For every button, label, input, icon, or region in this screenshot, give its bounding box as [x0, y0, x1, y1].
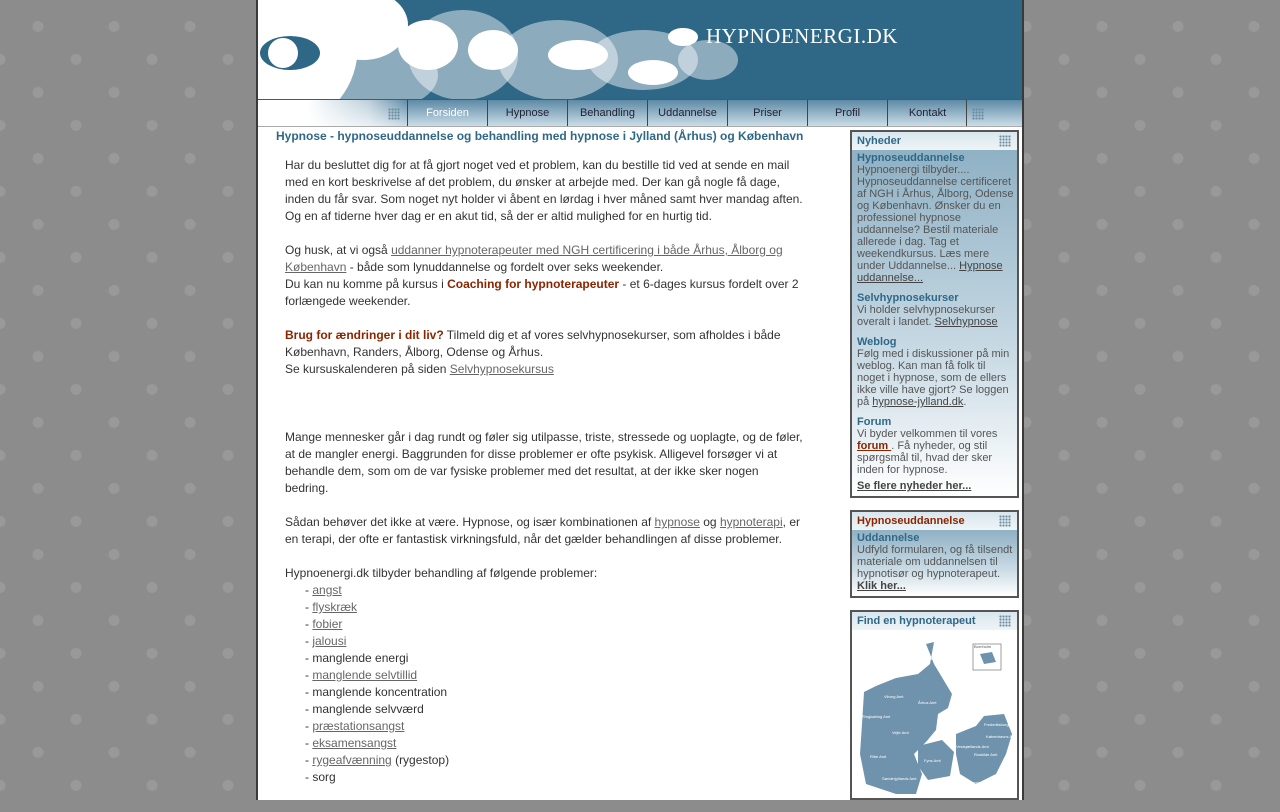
change-highlight: Brug for ændringer i dit liv? [285, 328, 444, 342]
education-text: Udfyld formularen, og få tilsendt materiale om uddannelsen til hypnotisør og hypnoterapeut. [857, 544, 1013, 580]
map-region-label: Viborg Amt [884, 694, 904, 699]
nav-priser[interactable]: Priser [727, 100, 807, 126]
problem-item: - præstationsangst [305, 719, 405, 733]
denmark-map[interactable] [856, 634, 1016, 794]
grip-dots-icon [972, 108, 984, 120]
news-item-link[interactable]: Hypnose uddannelse... [857, 260, 1003, 284]
map-region-label: Frederiksborg Amt [984, 722, 1016, 727]
main-content [285, 157, 805, 786]
main-nav [258, 99, 1022, 127]
map-region-label: Sønderjyllands Amt [882, 776, 917, 781]
map-region-label: Vestsjællands Amt [956, 744, 989, 749]
news-item-text: Hypnoenergi tilbyder.... Hypnoseuddannelse certificeret af NGH i Århus, Ålborg, Odense og København. Ønsker du en professionel hypnose uddannelse? Bestil materiale allerede i dag. Tag et weekendkursus. Læs mere under Uddannelse... Hypnose uddannelse... [857, 164, 1014, 284]
map-region-label: Nordjyllands Amt [916, 656, 947, 661]
map-region-label: Bornholm [974, 644, 992, 649]
news-item-text: Følg med i diskussioner på min weblog. Kan man få folk til noget i hypnose, som de ellers ikke ville have gjort? Se loggen på hypnose-jylland.dk. [857, 348, 1010, 408]
map-region-label: Fyns Amt [924, 758, 941, 763]
click-here-link[interactable]: Klik her... [857, 580, 906, 592]
problem-item: - manglende koncentration [305, 685, 448, 699]
education-subtitle: Uddannelse [857, 532, 920, 544]
news-item-link[interactable]: Selvhypnose [934, 316, 998, 328]
nav-uddannelse[interactable]: Uddannelse [647, 100, 727, 126]
news-item-text: Vi holder selvhypnosekurser overalt i landet. Selvhypnose [857, 304, 998, 328]
find-therapist-title: Find en hypnoterapeut [857, 615, 976, 627]
header-banner [258, 0, 1022, 100]
coaching-paragraph: Du kan nu komme på kursus i Coaching for hypnoterapeuter - et 6-dages kursus fordelt over 2 forlængede weekender. [285, 277, 799, 308]
problem-link[interactable]: præstationsangst [312, 719, 405, 733]
problem-text: manglende koncentration [312, 685, 448, 699]
problem-link[interactable]: fobier [312, 617, 343, 631]
news-item-text: Vi byder velkommen til vores forum . Få nyheder, og stil spørgsmål til, hvad der sker inden for hypnose. [857, 428, 998, 476]
therapy-paragraph: Sådan behøver det ikke at være. Hypnose, og især kombinationen af hypnose og hypnoterapi, er en terapi, der ofte er fantastisk virkningsfuld, når det gælder behandlingen af disse problemer. [285, 515, 800, 546]
problem-item: - flyskræk [305, 600, 358, 614]
map-region-label: Ringkøbing Amt [862, 714, 891, 719]
map-region-label: Århus Amt [918, 700, 937, 705]
problem-link[interactable]: flyskræk [312, 600, 358, 614]
map-region-label: Vejle Amt [892, 730, 909, 735]
hypnoterapi-link[interactable]: hypnoterapi [719, 515, 783, 529]
grip-dots-icon [999, 615, 1011, 627]
problem-text: manglende selvværd [312, 702, 424, 716]
problem-text: sorg [312, 770, 336, 784]
nav-hypnose[interactable]: Hypnose [487, 100, 567, 126]
weblog-link[interactable]: hypnose-jylland.dk [872, 396, 964, 408]
nav-forsiden[interactable]: Forsiden [407, 100, 487, 126]
map-bornholm[interactable] [980, 652, 996, 664]
map-region-label: Storstrøms Amt [968, 780, 996, 785]
news-box-title: Nyheder [857, 135, 902, 147]
education-paragraph: Og husk, at vi også uddanner hypnoterapeuter med NGH certificering i både Århus, Ålborg og København - både som lynuddannelse og fordelt over seks weekender. [285, 243, 783, 274]
problem-list [285, 582, 805, 786]
map-region-label: Københavns Amt [986, 734, 1016, 739]
akut-paragraph: Og en af tiderne hver dag er en akut tid, så der er altid mulighed for en hurtig tid. [285, 209, 712, 223]
problem-item: - sorg [305, 770, 336, 784]
hypnose-link[interactable]: hypnose [654, 515, 700, 529]
map-region-label: Roskilde Amt [974, 752, 998, 757]
coaching-highlight: Coaching for hypnoterapeuter [447, 277, 620, 291]
grip-dots-icon [999, 135, 1011, 147]
problem-item: - jalousi [305, 634, 347, 648]
news-item-title: Selvhypnosekurser [857, 292, 959, 304]
news-item-title: Forum [857, 416, 892, 428]
education-link[interactable]: uddanner hypnoterapeuter med NGH certificering i både Århus, Ålborg og København [285, 243, 783, 274]
grip-dots-icon [388, 108, 400, 120]
problem-text: manglende energi [312, 651, 409, 665]
news-item-title: Hypnoseuddannelse [857, 152, 965, 164]
map-region-label: Ribe Amt [870, 754, 887, 759]
nav-behandling[interactable]: Behandling [567, 100, 647, 126]
problem-item: - rygeafvænning (rygestop) [305, 753, 450, 767]
site-brand: HYPNOENERGI.DK [706, 24, 898, 48]
page-container [256, 0, 1024, 800]
problem-item: - eksamensangst [305, 736, 397, 750]
divider [258, 126, 1022, 127]
problem-link[interactable]: jalousi [312, 634, 347, 648]
problems-paragraph: Mange mennesker går i dag rundt og føler sig utilpasse, triste, stressede og uoplagte, og de føler, at de mangler energi. Baggrunden for disse problemer er ofte psykisk. Alligevel forsøger vi at behandle dem, som om de var fysiske problemer med det resultat, at der ikke sker nogen bedring. [285, 430, 803, 495]
find-therapist-box [850, 610, 1019, 800]
logo-eye-inner [268, 38, 298, 68]
more-news-link[interactable]: Se flere nyheder her... [857, 480, 972, 492]
problem-item: - manglende selvværd [305, 702, 424, 716]
forum-link[interactable]: forum [857, 440, 892, 452]
grip-dots-icon [999, 515, 1011, 527]
problem-item: - manglende selvtillid [305, 668, 418, 682]
education-box [850, 510, 1019, 598]
selfhypnosis-paragraph: Brug for ændringer i dit liv? Tilmeld dig et af vores selvhypnosekurser, som afholdes i både København, Randers, Ålborg, Odense og Århus. [285, 328, 781, 359]
intro-paragraph: Har du besluttet dig for at få gjort noget ved et problem, kan du bestille tid ved at sende en mail med en kort beskrivelse af det problem, du ønsker at arbejde med. Der kan gå nogle få dage, inden du får svar. Som noget nyt holder vi åbent en lørdag i hver måned samt hver mandag aften. [285, 158, 803, 206]
news-box [850, 130, 1019, 498]
problem-item: - angst [305, 583, 342, 597]
education-box-title: Hypnoseuddannelse [857, 515, 965, 527]
selfhypnosis-course-link[interactable]: Selvhypnosekursus [449, 362, 554, 376]
problem-suffix: (rygestop) [391, 753, 450, 767]
problem-link[interactable]: rygeafvænning [312, 753, 392, 767]
offer-intro: Hypnoenergi.dk tilbyder behandling af følgende problemer: [285, 566, 598, 580]
problem-link[interactable]: manglende selvtillid [312, 668, 418, 682]
problem-link[interactable]: eksamensangst [312, 736, 397, 750]
sidebar [850, 130, 1020, 812]
problem-link[interactable]: angst [312, 583, 342, 597]
problem-item: - manglende energi [305, 651, 409, 665]
news-item-title: Weblog [857, 336, 897, 348]
page-title: Hypnose - hypnoseuddannelse og behandling med hypnose i Jylland (Århus) og København [276, 129, 804, 143]
nav-kontakt[interactable]: Kontakt [887, 100, 967, 126]
problem-item: - fobier [305, 617, 343, 631]
calendar-paragraph: Se kursuskalenderen på siden Selvhypnosekursus [285, 362, 554, 376]
nav-profil[interactable]: Profil [807, 100, 887, 126]
